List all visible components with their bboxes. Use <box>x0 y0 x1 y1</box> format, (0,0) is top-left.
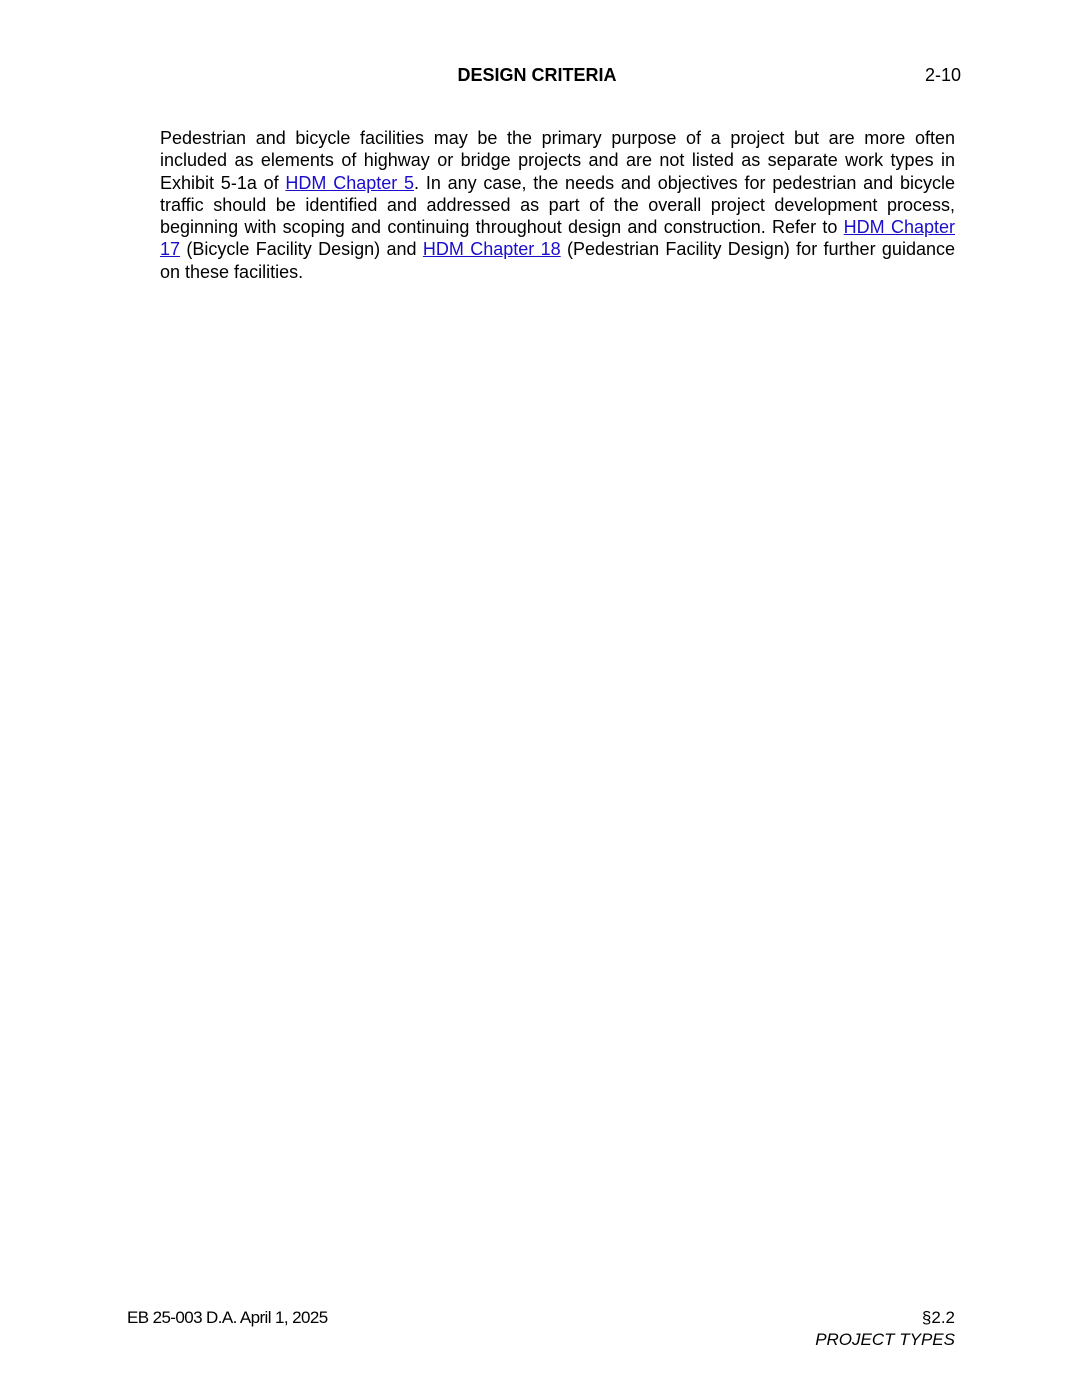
body-paragraph <box>160 127 955 283</box>
footer-section-number: §2.2 <box>921 1308 955 1327</box>
footer-section-block <box>815 1307 955 1351</box>
hdm-chapter-18-link[interactable]: HDM Chapter 18 <box>422 239 561 260</box>
hdm-chapter-5-link[interactable]: HDM Chapter 5 <box>285 172 415 193</box>
body-text-segment: Pedestrian and bicycle facilities may be the primary purpose of a project but are more often included as elements of highway or bridge projects and are not listed as separate work types in Exhibit 5-1a of <box>160 128 955 193</box>
body-text-segment: (Bicycle Facility Design) and <box>180 239 423 260</box>
footer-section-title: PROJECT TYPES <box>815 1330 955 1349</box>
hdm-chapter-17-link[interactable]: HDM Chapter 17 <box>160 217 955 260</box>
page-number: 2-10 <box>924 65 961 85</box>
body-text-segment: . In any case, the needs and objectives for pedestrian and bicycle traffic should be identified and addressed as part of the overall project development process, beginning with scoping and continuing throughout design and construction. Refer to <box>160 172 955 238</box>
page-header-title: DESIGN CRITERIA <box>457 65 617 85</box>
body-text-segment: (Pedestrian Facility Design) for further guidance on these facilities. <box>160 239 955 282</box>
footer-document-reference: EB 25-003 D.A. April 1, 2025 <box>127 1308 328 1327</box>
